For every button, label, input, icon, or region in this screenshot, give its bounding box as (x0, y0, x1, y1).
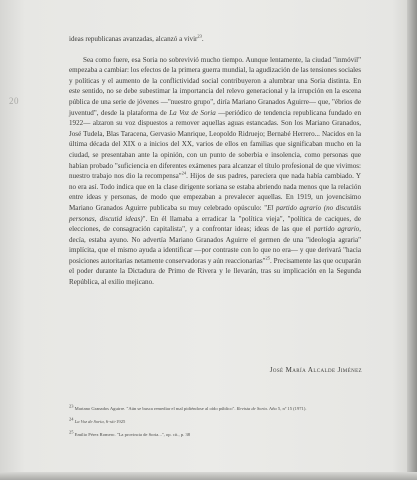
paragraph-main-part-2: —periódico de tendencia republicana fundado en 1922— alzaron su voz dispuestos a remover aquellas aguas estancadas. Son los Mariano Granados, José Tudela, Blas Taracena, Gervasio Manrique, Leopoldo Ridruejo; Bernabé Herrero... Nacidos en la última década del XIX o a inicios del XX, varios de ellos en familias que significaban mucho en la ciudad, se presentaban ante la opinión, con un punto de soberbia e insolencia, como personas que habían probado "suficiencia en diferentes exámenes para alcanzar el título profesional de que vivimos: nuestro trabajo nos dio la recompensa" (69, 108, 361, 181)
footnotes (69, 402, 369, 441)
footnote-23 (69, 402, 369, 415)
paragraph-main-part-3: . Hijos de sus padres, pareciera que nada había cambiado. Y no era así. Todo indica que en la clase dirigente soriana se estaba abriendo nada menos que la relación entre ideas y personas, de modo que empezaban a prevalecer aquellas. En 1919, un jovencísimo Mariano Granados Aguirre publicaba su muy celebrado opúsculo: " (69, 172, 361, 212)
newspaper-title: La Voz de Soria (169, 108, 216, 117)
footnote-tail: , 6-xii-1925 (103, 419, 126, 424)
footnote-number: 23 (69, 403, 74, 409)
footnote-source: La Voz de Soria (74, 419, 104, 424)
footnote-number: 25 (69, 429, 74, 435)
paragraph-main-part-1: Sea como fuere, esa Soria no sobrevivió mucho tiempo. Aunque lentamente, la ciudad "inmóvil" empezaba a cambiar: los efectos de la primera guerra mundial, la agudización de las tensiones sociales y políticas y el aumento de la conflictividad social contribuyeron a alumbrar una Soria distinta. En este sentido, no se debe subestimar la importancia del relevo generacional y la irrupción en la escena pública de una serie de jóvenes —"nuestro grupo", diría Mariano Granados Aguirre— que, "ébrios de juventud", desde la plataforma de (69, 55, 361, 117)
page-edge-right (407, 0, 417, 480)
party-name: partido agrario (313, 225, 360, 234)
author-signature: José María Alcalde Jiménez (269, 366, 362, 374)
page-number: 20 (9, 96, 19, 106)
footnote-number: 24 (69, 416, 74, 422)
paragraph-opening (69, 34, 361, 45)
paragraph-main-part-4: ". En él llamaba a erradicar la "política vieja", "política de caciques, de elecciones, de consagración capitalista", y a confrontar ideas; ideas de las que el (69, 214, 361, 234)
paragraph-main-part-5: , decía, estaba ayuno. No advertía Mariano Granados Aguirre el germen de una "ideología agraria" implícita, que el mismo ayuda a identificar —por contraste con lo que no era— y que derivará "hacia posiciones autoritarias netamente conservadoras y aún reaccionarias" (69, 225, 362, 265)
footnote-ref-25: 25 (265, 255, 271, 261)
footnote-tail: . Año 5, nº 15 (1971). (266, 406, 307, 411)
body-text (69, 34, 361, 288)
footnote-25 (69, 428, 369, 441)
footnote-source: Revista de Soria (236, 406, 267, 411)
paragraph-opening-text: ideas republicanas avanzadas, alcanzó a vivir (69, 35, 198, 43)
footnote-text: Emilio Pérez Romero. "La provincia de Soria...", op. cit., p. 38 (74, 432, 191, 437)
footnote-ref-24: 24 (181, 170, 187, 176)
page-edge-bottom (0, 472, 417, 480)
pamphlet-title: El partido agrario (no discutáis personas, discutid ideas) (69, 203, 361, 223)
paragraph-opening-end: . (201, 35, 204, 43)
footnote-24 (69, 415, 369, 428)
paragraph-main (69, 55, 361, 288)
footnote-text: Mariano Granados Aguirre. "Aún se busca remediar el mal pidiéndose al oído público". (74, 406, 237, 411)
footnote-ref-23: 23 (197, 33, 202, 39)
paragraph-main-part-6: . Precisamente las que ocuparán el poder durante la Dictadura de Primo de Rivera y le llevarán, tras su implicación en la Segunda República, al exilio mejicano. (69, 256, 361, 287)
